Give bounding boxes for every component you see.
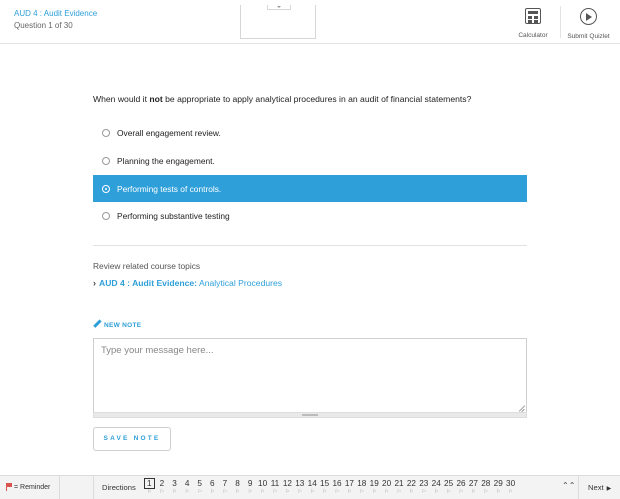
question-number-11[interactable] <box>269 477 281 499</box>
flag-icon: ⚐ <box>359 489 365 495</box>
quiz-header <box>0 0 620 44</box>
question-number-label: 29 <box>493 479 503 488</box>
question-number-label: 24 <box>431 479 441 488</box>
flag-icon: ⚐ <box>384 489 389 495</box>
flag-icon: ⚐ <box>297 489 303 495</box>
question-number-23[interactable] <box>418 477 430 499</box>
question-number-label: 12 <box>282 479 292 488</box>
flag-icon: ⚐ <box>184 489 190 495</box>
question-number-label: 2 <box>159 479 165 488</box>
question-number-label: 28 <box>481 479 491 488</box>
question-number-label: 11 <box>270 479 280 488</box>
flag-icon: ⚐ <box>285 489 290 495</box>
question-number-5[interactable] <box>193 477 206 499</box>
flag-icon: ⚐ <box>334 489 340 495</box>
chevron-right-icon: › <box>93 278 96 288</box>
question-number-10[interactable] <box>256 477 268 499</box>
calculator-label: Calculator <box>518 32 548 39</box>
new-note-button[interactable]: NEW NOTE <box>93 320 141 329</box>
flag-icon: ⚐ <box>396 489 402 495</box>
flag-icon: ⚐ <box>197 489 202 495</box>
note-scrollbar[interactable] <box>93 412 527 418</box>
question-number-label: 26 <box>456 479 466 488</box>
flag-icon: ⚐ <box>495 489 501 495</box>
chevron-down-icon[interactable] <box>267 5 291 10</box>
answer-label: Performing tests of controls. <box>117 183 222 194</box>
question-number-22[interactable] <box>405 477 417 499</box>
question-number-2[interactable] <box>156 477 169 499</box>
question-number-label: 3 <box>172 479 177 488</box>
question-number-label: 17 <box>344 479 354 488</box>
flag-icon: ⚐ <box>147 489 152 495</box>
reminder-button[interactable]: = Reminder <box>0 476 60 499</box>
flag-icon: ⚐ <box>508 489 513 495</box>
question-number-6[interactable] <box>206 477 219 499</box>
flag-icon: ⚐ <box>247 489 253 495</box>
review-topic-link[interactable]: › AUD 4 : Audit Evidence: Analytical Procedures <box>93 278 283 288</box>
flag-icon: ⚐ <box>446 489 451 495</box>
radio-button[interactable] <box>102 212 110 220</box>
question-number-14[interactable] <box>306 477 318 499</box>
question-number-label: 16 <box>332 479 342 488</box>
question-number-label: 20 <box>382 479 392 488</box>
answer-label: Planning the engagement. <box>117 155 215 166</box>
question-number-15[interactable] <box>318 477 330 499</box>
question-number-21[interactable] <box>393 477 405 499</box>
question-number-label: 8 <box>235 479 240 488</box>
question-counter: Question 1 of 30 <box>14 21 73 30</box>
flag-icon <box>6 483 13 490</box>
question-number-29[interactable] <box>492 477 504 499</box>
question-number-label: 13 <box>295 479 305 488</box>
flag-icon: ⚐ <box>272 489 278 495</box>
pencil-icon <box>93 320 101 328</box>
question-number-label: 14 <box>307 479 317 488</box>
submit-quizlet-button[interactable] <box>560 6 616 38</box>
flag-icon: ⚐ <box>483 489 489 495</box>
question-number-25[interactable] <box>442 477 454 499</box>
question-number-20[interactable] <box>380 477 392 499</box>
question-number-label: 23 <box>419 479 429 488</box>
question-number-label: 1 <box>144 478 155 489</box>
calculator-button[interactable] <box>514 6 552 38</box>
question-number-4[interactable] <box>181 477 194 499</box>
question-number-30[interactable] <box>504 477 516 499</box>
question-number-label: 30 <box>506 479 516 488</box>
answer-option-1[interactable] <box>93 119 527 146</box>
center-tab <box>240 5 316 39</box>
footer-nav <box>0 475 620 499</box>
collapse-icon[interactable]: ⌃⌃ <box>562 481 576 490</box>
flag-icon: ⚐ <box>309 489 315 495</box>
flag-icon: ⚐ <box>471 489 476 495</box>
question-number-label: 18 <box>357 479 367 488</box>
question-number-label: 25 <box>444 479 454 488</box>
answer-option-4[interactable] <box>93 202 527 229</box>
question-number-27[interactable] <box>467 477 479 499</box>
question-number-24[interactable] <box>430 477 442 499</box>
question-number-9[interactable] <box>244 477 257 499</box>
answer-label: Overall engagement review. <box>117 127 221 138</box>
question-number-3[interactable] <box>168 477 181 499</box>
question-number-label: 21 <box>394 479 404 488</box>
flag-icon: ⚐ <box>222 489 228 495</box>
radio-button[interactable] <box>102 157 110 165</box>
question-number-19[interactable] <box>368 477 380 499</box>
question-number-label: 19 <box>369 479 379 488</box>
flag-icon: ⚐ <box>433 489 439 495</box>
question-number-label: 4 <box>184 479 190 488</box>
answer-option-3[interactable] <box>93 175 527 202</box>
question-number-label: 9 <box>247 479 253 488</box>
triangle-right-icon: ▶ <box>606 486 612 492</box>
flag-icon: ⚐ <box>347 489 352 495</box>
question-number-12[interactable] <box>281 477 293 499</box>
flag-icon: ⚐ <box>458 489 464 495</box>
question-number-label: 5 <box>197 479 202 488</box>
resize-handle-icon[interactable] <box>518 404 525 411</box>
question-number-label: 7 <box>222 479 228 488</box>
question-number-label: 22 <box>406 479 416 488</box>
note-textarea[interactable] <box>93 338 527 413</box>
question-number-28[interactable] <box>480 477 492 499</box>
flag-icon: ⚐ <box>421 489 427 495</box>
flag-icon: ⚐ <box>371 489 377 495</box>
radio-button[interactable] <box>102 129 110 137</box>
question-number-13[interactable] <box>294 477 306 499</box>
radio-button-selected[interactable] <box>102 185 110 193</box>
calculator-icon <box>525 8 541 24</box>
question-text: When would it not be appropriate to apply analytical procedures in an audit of financial statements? <box>93 94 472 104</box>
flag-icon: ⚐ <box>159 489 165 495</box>
answer-label: Performing substantive testing <box>117 210 230 221</box>
question-number-26[interactable] <box>455 477 467 499</box>
question-number-7[interactable] <box>219 477 232 499</box>
question-number-label: 15 <box>320 479 330 488</box>
flag-icon: ⚐ <box>235 489 240 495</box>
answer-option-2[interactable] <box>93 147 527 174</box>
scrollbar-thumb[interactable] <box>302 414 318 416</box>
next-button[interactable]: Next ▶ <box>578 476 620 499</box>
question-number-17[interactable] <box>343 477 355 499</box>
question-emphasis: not <box>149 94 163 104</box>
question-number-1[interactable] <box>143 477 156 499</box>
divider <box>93 245 527 246</box>
question-number-18[interactable] <box>356 477 368 499</box>
flag-icon: ⚐ <box>210 489 215 495</box>
question-number-8[interactable] <box>231 477 244 499</box>
directions-button[interactable]: Directions <box>93 476 136 499</box>
section-title: AUD 4 : Audit Evidence <box>14 9 98 18</box>
flag-icon: ⚐ <box>260 489 265 495</box>
question-number-label: 6 <box>210 479 215 488</box>
question-number-16[interactable] <box>331 477 343 499</box>
play-circle-icon <box>580 8 597 25</box>
save-note-button[interactable]: SAVE NOTE <box>93 427 171 451</box>
flag-icon: ⚐ <box>322 489 327 495</box>
question-number-label: 10 <box>258 479 268 488</box>
submit-label: Submit Quizlet <box>567 33 610 40</box>
review-topics-label: Review related course topics <box>93 261 201 271</box>
question-number-label: 27 <box>468 479 478 488</box>
flag-icon: ⚐ <box>172 489 177 495</box>
flag-icon: ⚐ <box>409 489 414 495</box>
